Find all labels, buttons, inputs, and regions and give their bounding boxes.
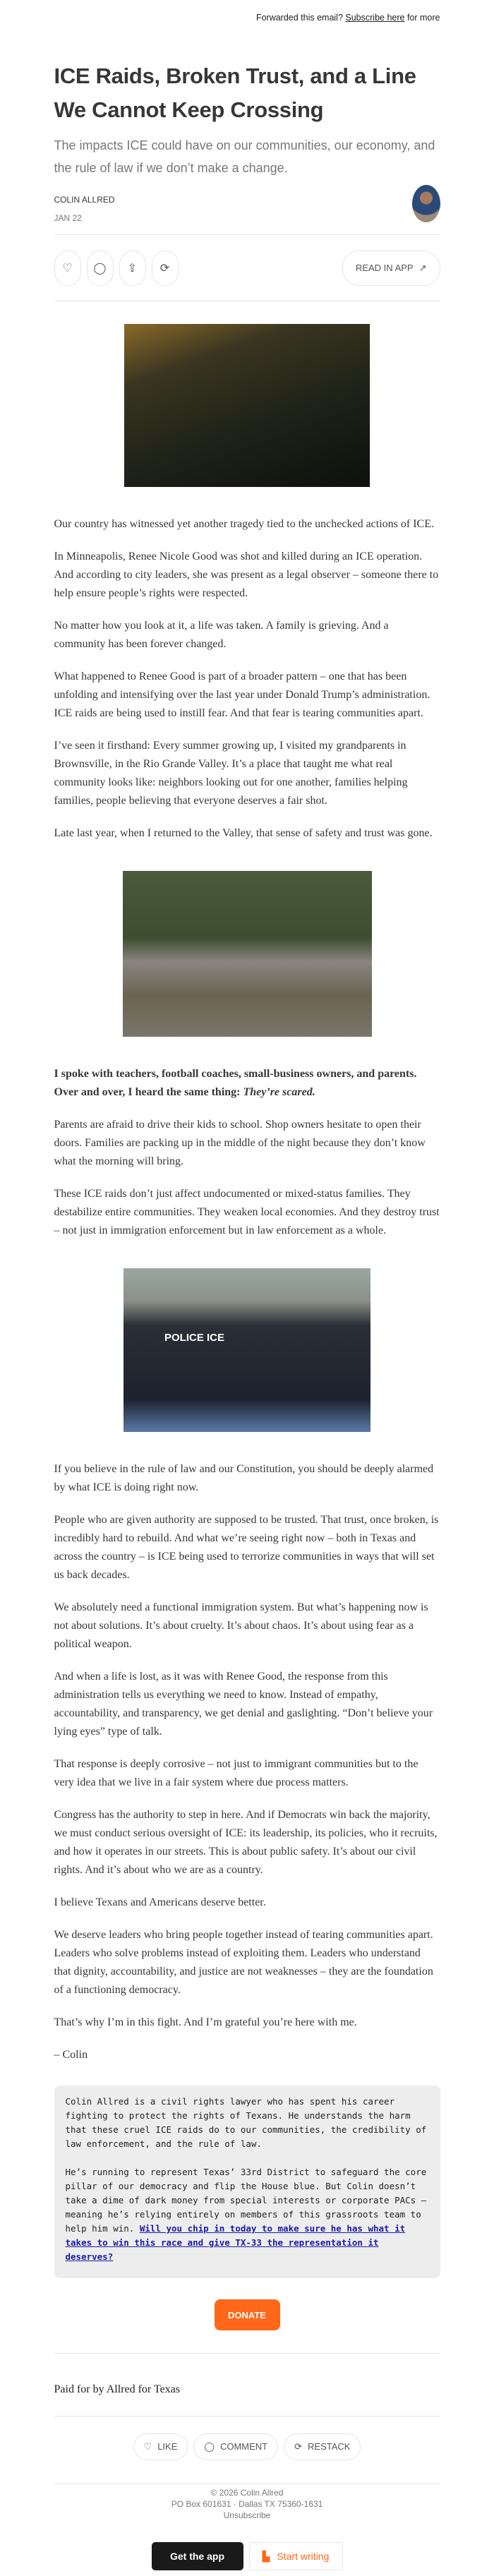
restack-icon: ⟳ [159,262,170,275]
app-buttons [54,2542,440,2576]
paragraph: Late last year, when I returned to the Valley, that sense of safety and trust was gone. [54,827,433,839]
post-body [54,324,440,2064]
bookmark-icon: ▙ [262,2550,270,2562]
paragraph: Congress has the authority to step in here. And if Democrats win back the majority, we must conduct serious oversight of ICE: its leadership, its policies, who it recruits, and how it operates in our streets. This is about public safety. It’s about our civil rights. And it’s about who we are as a country. [54,1809,438,1876]
candidate-info-box: Colin Allred is a civil rights lawyer who has spent his career fighting to protect the rights of Texans. He understands the harm that these cruel ICE raids do to our communities, the credibility of law enforcement, and the rule of law. He’s running to represent Texas’ 33rd District to safeguard the core pillar of our democracy and flip the House blue. But Colin doesn’t take a dime of dark money from special interests or corporate PACs – meaning he’s relying entirely on members of this grassroots team to help him win. Will you chip in today to make sure he has what it takes to win this race and give TX-33 the representation it deserves? [54,2086,440,2278]
comment-button[interactable] [87,251,114,286]
paragraph: I’ve seen it firsthand: Every summer growing up, I visited my grandparents in Brownsville, in the Rio Grande Valley. It’s a place that taught me what real community looks like: neighbors looking out for one another, families helping families, people believing that everyone deserves a fair shot. [54,740,408,807]
share-icon: ⇪ [127,262,138,275]
ice-arrest-image[interactable]: POLICE ICE [124,1268,370,1432]
email-container [54,0,440,2576]
paragraph: And when a life is lost, as it was with Renee Good, the response from this administration tells us everything we need to know. Instead of empathy, accountability, and transparency, we get denial and gaslighting. “Don’t believe your lying eyes” type of talk. [54,1671,433,1738]
paragraph: That response is deeply corrosive – not just to immigrant communities but to the very idea that we live in a fair system where due process matters. [54,1758,418,1788]
subscribe-link[interactable]: Subscribe here [345,13,405,23]
footer: © 2026 Colin Allred PO Box 601631 · Dallas TX 75360-1631 Unsubscribe [54,2484,440,2521]
post-subtitle: The impacts ICE could have on our communities, our economy, and the rule of law if we don’t make a change. [54,138,435,175]
paragraph: What happened to Renee Good is part of a broader pattern – one that has been unfolding and intensifying over the last year under Donald Trump’s administration. ICE raids are being used to instill fear. And that fear is tearing communities apart. [54,670,430,719]
avatar[interactable] [412,185,440,222]
footer-actions [54,2416,440,2484]
author-name[interactable]: COLIN ALLRED [54,195,115,205]
get-the-app-button[interactable]: Get the app [152,2542,243,2570]
forwarded-note: Forwarded this email? Subscribe here for more [255,13,440,23]
ice-agents-image[interactable] [124,324,370,487]
unsubscribe-link[interactable]: Unsubscribe [223,2510,271,2520]
paragraph: If you believe in the rule of law and our Constitution, you should be deeply alarmed by what ICE is doing right now. [54,1463,434,1493]
heart-icon: ♡ [62,262,73,275]
donate-link[interactable]: Will you chip in today to make sure he has what it takes to win this race and give TX-33 the representation it deserves? [65,2223,406,2262]
action-bar [54,235,440,301]
paragraph: That’s why I’m in this fight. And I’m grateful you’re here with me. [54,2016,357,2028]
paragraph: In Minneapolis, Renee Nicole Good was shot and killed during an ICE operation. And according to city leaders, she was present as a legal observer – someone there to help ensure people’s rights were respected. [54,550,439,599]
paragraph: We absolutely need a functional immigration system. But what’s happening now is not about solutions. It’s about cruelty. It’s about chaos. It’s about using fear as a political weapon. [54,1601,428,1650]
restack-button[interactable]: ⟳ RESTACK [284,2433,361,2460]
heart-icon: ♡ [143,2440,152,2452]
paragraph: Parents are afraid to drive their kids to school. Shop owners hesitate to open their doors. Families are packing up in the middle of the night because they don’t know what the morning will bring. [54,1119,426,1167]
donate-button[interactable]: DONATE [215,2299,280,2330]
restack-button[interactable] [152,251,179,286]
paragraph: No matter how you look at it, a life was taken. A family is grieving. And a community has been forever changed. [54,620,389,650]
paragraph: People who are given authority are supposed to be trusted. That trust, once broken, is incredibly hard to rebuild. And what we’re seeing right now – both in Texas and across the country – is ICE being used to terrorize communities in ways that will set us back decades. [54,1514,439,1581]
post-meta [54,185,440,234]
comment-button[interactable]: ◯ COMMENT [193,2433,278,2460]
share-button[interactable] [119,251,146,286]
restack-icon: ⟳ [294,2440,303,2452]
paragraph: We deserve leaders who bring people together instead of tearing communities apart. Leaders who solve problems instead of exploiting them. Leaders who understand that dignity, accountability, and justice are not weaknesses – they are the foundation of a functioning democracy. [54,1929,433,1996]
paid-for-disclaimer: Paid for by Allred for Texas [54,2383,181,2395]
paragraph: Our country has witnessed yet another tragedy tied to the unchecked actions of ICE. [54,518,434,530]
post-title[interactable]: ICE Raids, Broken Trust, and a Line We Cannot Keep Crossing [54,64,416,122]
comment-icon: ◯ [93,262,107,275]
arrow-up-right-icon: ↗ [418,262,427,273]
paragraph-bold: I spoke with teachers, football coaches, small-business owners, and parents. Over and over, I heard the same thing: They’re scared. [54,1068,417,1098]
read-in-app-button[interactable]: READ IN APP ↗ [342,251,440,286]
like-button[interactable]: ♡ LIKE [133,2433,188,2460]
comment-icon: ◯ [204,2440,215,2452]
colin-in-valley-image[interactable] [123,871,372,1037]
paragraph: I believe Texans and Americans deserve better. [54,1896,266,1908]
start-writing-button[interactable]: ▙ Start writing [249,2542,343,2570]
post-date: JAN 22 [54,213,82,223]
like-button[interactable] [54,251,81,286]
paragraph: These ICE raids don’t just affect undocumented or mixed-status families. They destabilize entire communities. They weaken local economies. And they destroy trust – not just in immigration enforcement but in law enforcement as a whole. [54,1188,440,1236]
signature: – Colin [54,2049,88,2061]
